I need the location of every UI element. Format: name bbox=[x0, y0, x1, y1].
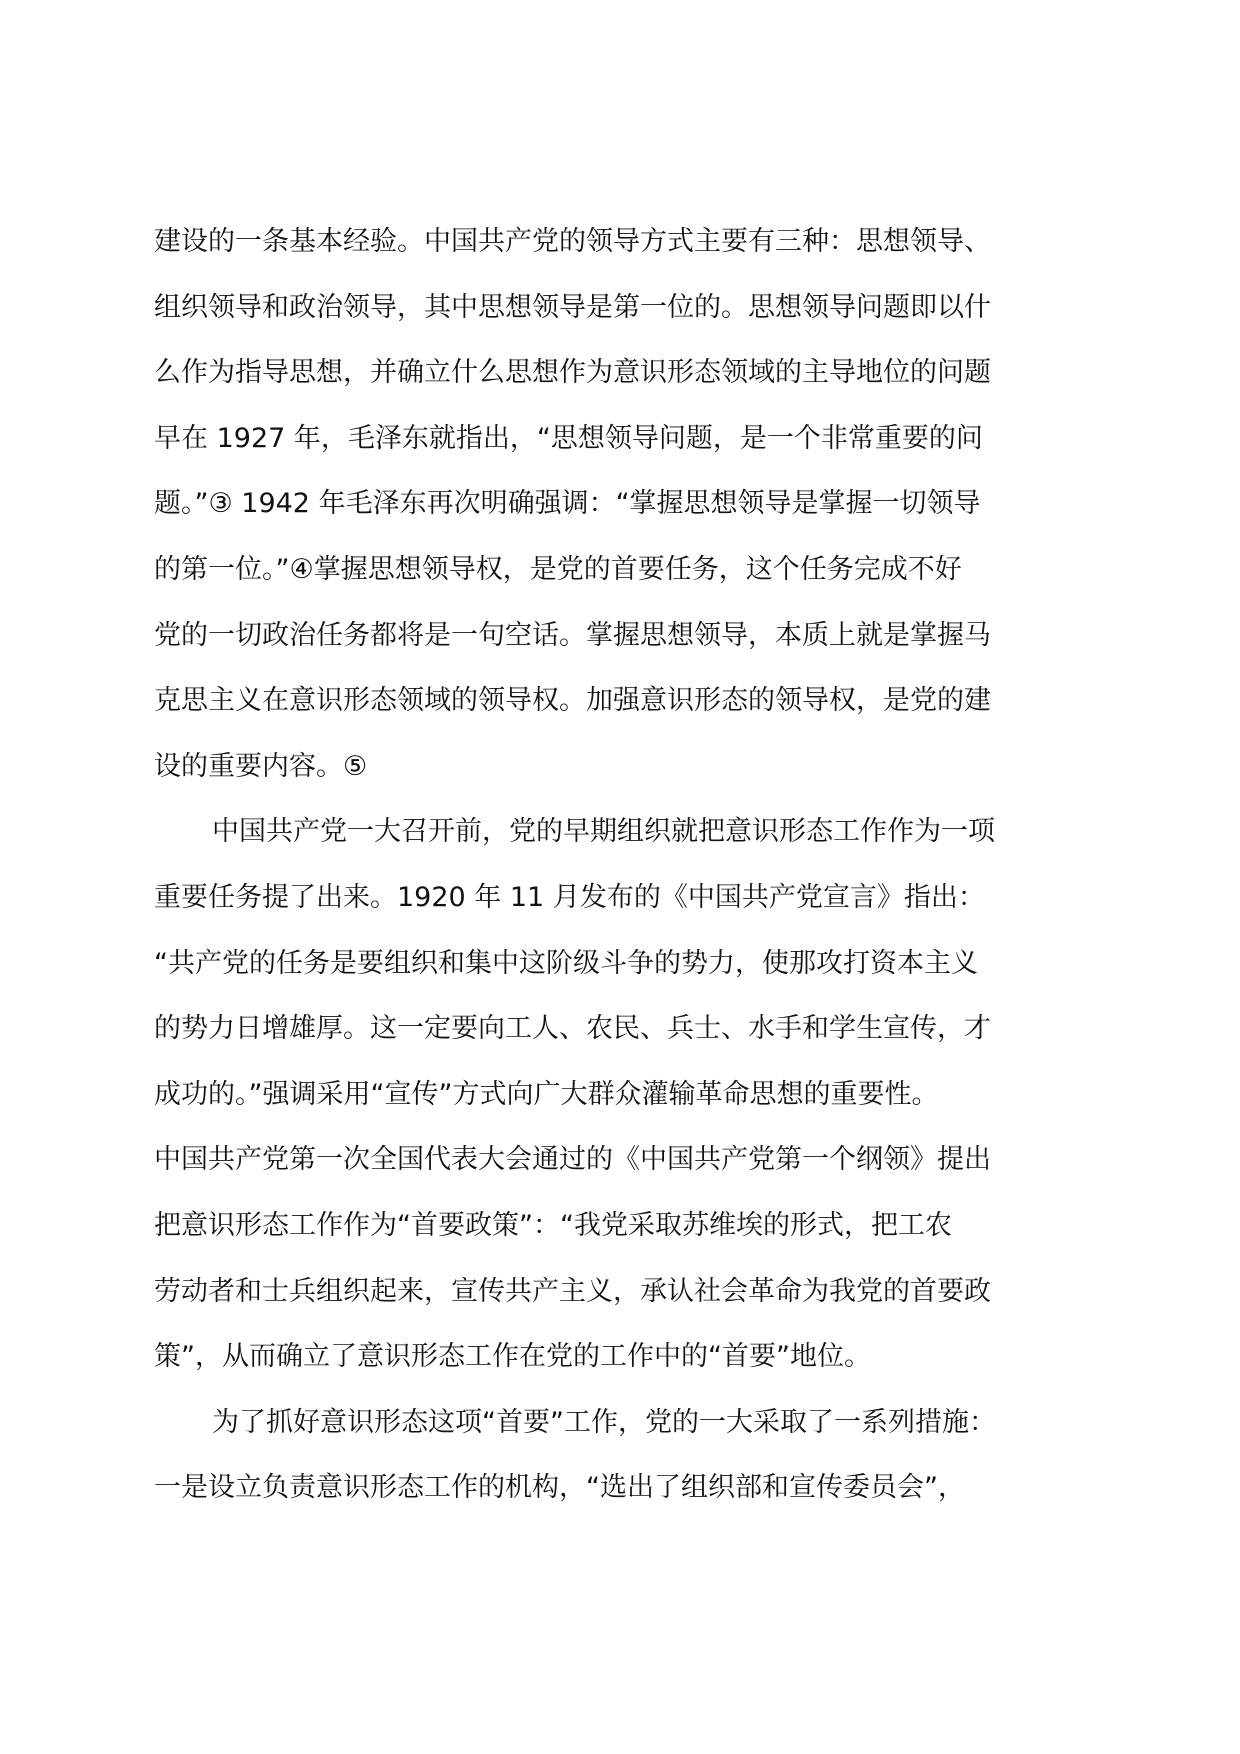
text-line: 党的一切政治任务都将是一句空话。掌握思想领导，本质上就是掌握马 bbox=[154, 619, 991, 651]
text-line: 题。”③ 1942 年毛泽东再次明确强调：“掌握思想领导是掌握一切领导 bbox=[154, 488, 981, 520]
text-line: 把意识形态工作作为“首要政策”：“我党采取苏维埃的形式，把工农 bbox=[154, 1209, 952, 1241]
paragraph-first-line: 为了抓好意识形态这项“首要”工作，党的一大采取了一系列措施： bbox=[212, 1406, 996, 1438]
paragraph-first-line: 中国共产党一大召开前，党的早期组织就把意识形态工作作为一项 bbox=[212, 816, 995, 848]
text-line: 重要任务提了出来。1920 年 11 月发布的《中国共产党宣言》指出： bbox=[154, 881, 985, 913]
text-line: 么作为指导思想，并确立什么思想作为意识形态领域的主导地位的问题 bbox=[154, 357, 991, 389]
text-line: 一是设立负责意识形态工作的机构，“选出了组织部和宣传委员会”， bbox=[154, 1472, 965, 1504]
text-line: 成功的。”强调采用“宣传”方式向广大群众灌输革命思想的重要性。 bbox=[154, 1078, 939, 1110]
text-line: 早在 1927 年，毛泽东就指出，“思想领导问题，是一个非常重要的问 bbox=[154, 422, 983, 454]
text-line: 克思主义在意识形态领域的领导权。加强意识形态的领导权，是党的建 bbox=[154, 685, 991, 717]
text-line: 劳动者和士兵组织起来，宣传共产主义，承认社会革命为我党的首要政 bbox=[154, 1275, 991, 1307]
text-line: 设的重要内容。⑤ bbox=[154, 750, 368, 782]
text-line: 的势力日增雄厚。这一定要向工人、农民、兵士、水手和学生宣传，才 bbox=[154, 1013, 991, 1045]
text-line: 的第一位。”④掌握思想领导权，是党的首要任务，这个任务完成不好 bbox=[154, 553, 962, 585]
text-line: “共产党的任务是要组织和集中这阶级斗争的势力，使那攻打资本主义 bbox=[154, 947, 978, 979]
document-body bbox=[154, 220, 1094, 1532]
text-line: 策”，从而确立了意识形态工作在党的工作中的“首要”地位。 bbox=[154, 1341, 871, 1373]
text-line: 建设的一条基本经验。中国共产党的领导方式主要有三种：思想领导、 bbox=[154, 226, 991, 257]
text-line: 中国共产党第一次全国代表大会通过的《中国共产党第一个纲领》提出 bbox=[154, 1144, 991, 1176]
text-line: 组织领导和政治领导，其中思想领导是第一位的。思想领导问题即以什 bbox=[154, 291, 991, 323]
